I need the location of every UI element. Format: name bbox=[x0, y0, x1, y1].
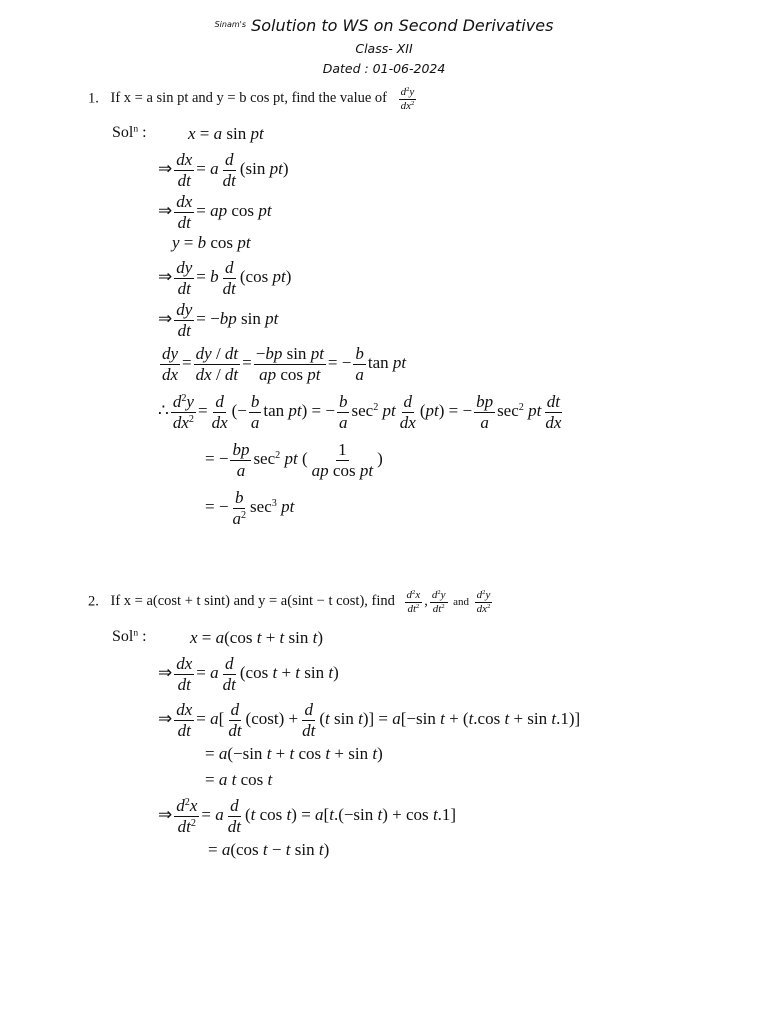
question-number: 2. bbox=[88, 593, 99, 610]
q2-line-3: ⇒ $\frac{dx}{dt}$ = a[ $\frac{d}{dt}$ (cost) + $\frac{d}{dt}$ (t sin t)] = a[−sin t + (t.cos t + sin t.1)] bbox=[158, 700, 581, 740]
solution-label: Sol$^n$ : bbox=[112, 627, 147, 645]
page-title: Solution to WS on Second Derivatives bbox=[251, 16, 554, 35]
q2-line-2: ⇒ $\frac{dx}{dt}$ = a $\frac{d}{dt}$ (cos t + t sin t) bbox=[158, 654, 339, 694]
question-text: If x = a sin pt and y = b cos pt, find the value of bbox=[110, 90, 387, 107]
q1-line-8: ∴ $\frac{d^2y}{dx^2}$ = $\frac{d}{dx}$ (− $\frac{b}{a}$ tan pt) = − $\frac{b}{a}$ $\sec^2$ pt $\frac{d}{dx}$ (pt) = − $\frac{bp}{a}$ $\sec^2$ pt $\frac{dt}{dx}$ bbox=[158, 392, 562, 432]
question-1 bbox=[88, 86, 418, 112]
q1-line-10: = − $\frac{b}{a^2}$ $\sec^3$ pt bbox=[205, 488, 295, 528]
q1-line-1: x = a sin pt bbox=[188, 124, 264, 143]
q2-line-4: = a(−sin t + t cos t + sin t) bbox=[205, 744, 383, 763]
author-name: Sinam's bbox=[214, 20, 247, 29]
q1-line-7: $\frac{dy}{dx}$ = $\frac{dy / dt}{dx / dt}$ = $\frac{\text{−bp sin pt}}{\text{ap cos pt}}$ = − $\frac{b}{a}$ tan pt bbox=[162, 344, 407, 384]
question-text: If x = a(cost + t sint) and y = a(sint − t cost), find bbox=[110, 593, 395, 610]
question-2 bbox=[88, 589, 494, 615]
q2-line-5: = a t cos t bbox=[205, 770, 273, 789]
q1-line-6: ⇒ $\frac{dy}{dt}$ = −bp sin pt bbox=[158, 300, 279, 340]
solution-label: Sol$^n$ : bbox=[112, 123, 147, 141]
question-target: $\frac{d^2y}{dx^2}$ bbox=[400, 86, 415, 112]
dated-line: Dated : 01-06-2024 bbox=[322, 61, 446, 76]
header bbox=[0, 16, 768, 35]
question-number: 1. bbox=[88, 90, 99, 107]
q2-line-1: x = a(cos t + t sin t) bbox=[190, 628, 324, 647]
q2-line-6: ⇒ $\frac{d^2x}{dt^2}$ = a $\frac{d}{dt}$ (t cos t) = a[t.(−sin t) + cos t.1] bbox=[158, 796, 457, 836]
q1-line-5: ⇒ $\frac{dy}{dt}$ = b $\frac{d}{dt}$ (cos pt) bbox=[158, 258, 292, 298]
class-line: Class- XII bbox=[355, 41, 413, 56]
q2-line-7: = a(cos t − t sin t) bbox=[208, 840, 330, 859]
q1-line-4: y = b cos pt bbox=[172, 233, 251, 252]
q1-line-3: ⇒ $\frac{dx}{dt}$ = ap cos pt bbox=[158, 192, 272, 232]
q1-line-2: ⇒ $\frac{dx}{dt}$ = a $\frac{d}{dt}$ (sin pt) bbox=[158, 150, 289, 190]
question-targets: $\frac{d^2x}{dt^2}$ , $\frac{d^2y}{dt^2}$ and $\frac{d^2y}{dx^2}$ bbox=[406, 589, 491, 615]
q1-line-9: = − $\frac{bp}{a}$ $\sec^2$ pt ( $\frac{1}{\text{ap cos pt}}$ ) bbox=[205, 440, 383, 480]
